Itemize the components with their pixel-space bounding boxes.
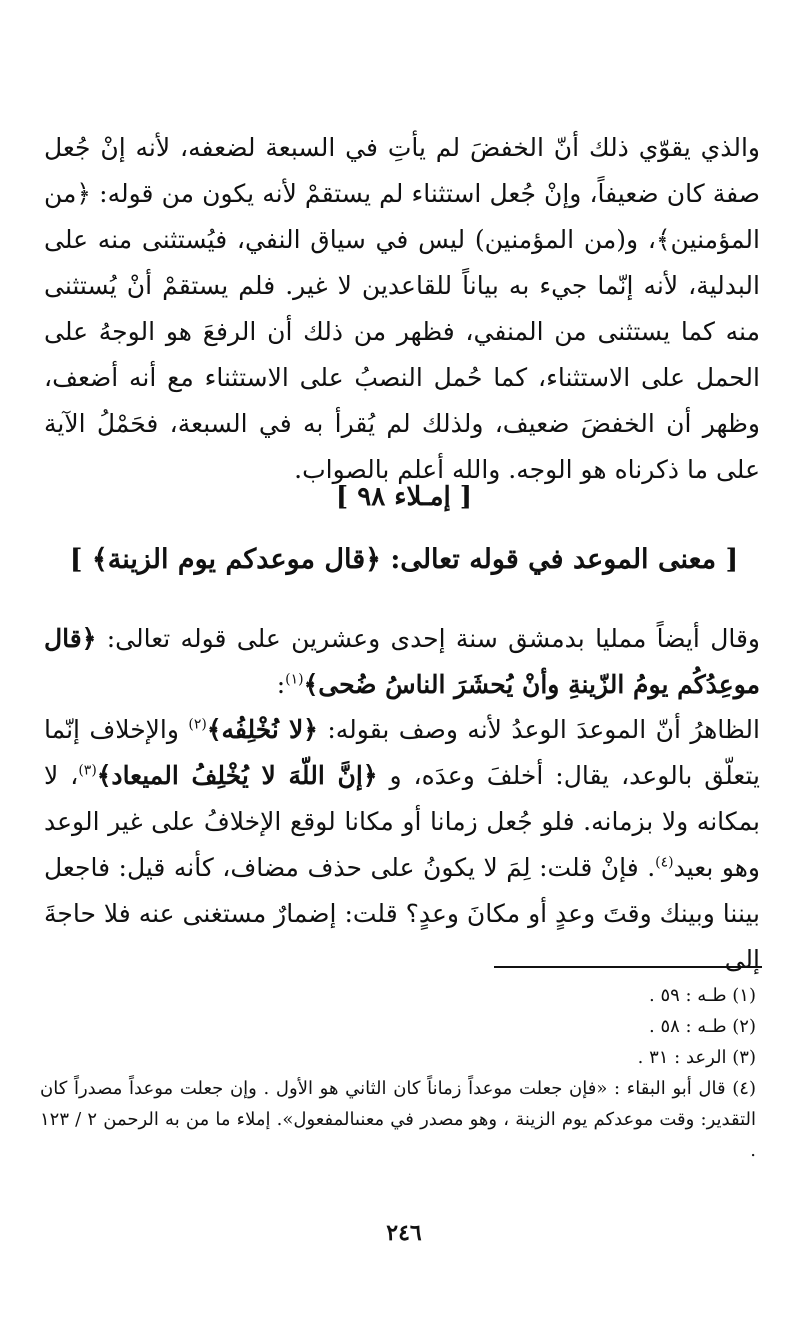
paragraph-intro [44,616,760,708]
footnote-ref-3: (٣) [78,762,97,779]
intro-text: وقال أيضاً ممليا بدمشق سنة إحدى وعشرين على قوله تعالى: [96,624,760,653]
footnote-2: (٢) طـه : ٥٨ . [648,1016,756,1037]
footnote-4: (٤) قال أبو البقاء : «فإن جعلت موعداً زماناً كان الثاني هو الأول . وإن جعلت موعداً مصدراً كان التقدير: وقت موعدكم يوم الزينة ، وهو مصدر في معنىالمفعول». إملاء ما من به الرحمن ٢ / ١٢٣ . [40,1078,756,1161]
text-part: والإخلاف إنّما يتعلّق بالوعد، يقال: أخلفَ وعدَه، و [44,715,760,790]
footnote-ref-2: (٢) [188,716,207,733]
paragraph-discussion: والذي يقوّي ذلك أنّ الخفضَ لم يأتِ في السبعة لضعفه، لأنه إنْ جُعل صفة كان ضعيفاً، وإنْ جُعل استثناء لم يستقمْ لأنه يكون من قوله: ﴿من المؤمنين﴾، و(من المؤمنين) ليس في سياق النفي، فيُستثنى منه على البدلية، لأنه إنّما جيء به بياناً للقاعدين لا غير. فلم يستقمْ أنْ يُستثنى منه كما يستثنى من المنفي، فظهر من ذلك أن الرفعَ هو الوجهُ على الحمل على الاستثناء، كما حُمل النصبُ على الاستثناء مع أنه أضعف، وظهر أن الخفضَ ضعيف، ولذلك لم يُقرأ به في السبعة، فحَمْلُ الآية على ما ذكرناه هو الوجه. والله أعلم بالصواب. [44,133,760,484]
verse-quote: ﴿لا نُخْلِفُه﴾ [206,715,318,744]
footnote-divider [494,966,762,968]
text-part: ، لا بمكانه ولا بزمانه. فلو جُعل زمانا أو مكانا لوقع الإخلافُ على غير الوعد وهو بعيد [44,761,760,882]
page-number: ٢٤٦ [386,1220,422,1246]
text-part: . فإنْ قلت: لِمَ لا يكونُ على حذف مضاف، كأنه قيل: فاجعل بيننا وبينك وقتَ وعدٍ أو مكانَ وعدٍ؟ قلت: إضمارٌ مستغنى عنه فلا حاجةَ إلى [44,853,760,974]
intro-end: : [276,670,286,699]
imla-heading: [ إمـلاء ٩٨ ] [335,482,473,512]
footnote-1: (١) طـه : ٥٩ . [648,985,756,1006]
footnote-ref-1: (١) [285,671,304,688]
paragraph-explanation [44,707,760,983]
verse-quote: ﴿إنَّ اللّهَ لا يُخْلِفُ الميعاد﴾ [96,761,378,790]
footnote-ref-4: (٤) [655,854,674,871]
text-part: الظاهرُ أنّ الموعدَ الوعدُ لأنه وصف بقوله: [317,715,760,744]
footnote-3: (٣) الرعد : ٣١ . [637,1047,756,1068]
section-title: [ معنى الموعد في قوله تعالى: ﴿قال موعدكم يوم الزينة﴾ ] [69,544,739,575]
footnotes [40,980,756,1166]
verse-quote: ﴿قال موعِدُكُم يومُ الزّينةِ وأنْ يُحشَرَ الناسُ ضُحى﴾ [44,624,760,699]
